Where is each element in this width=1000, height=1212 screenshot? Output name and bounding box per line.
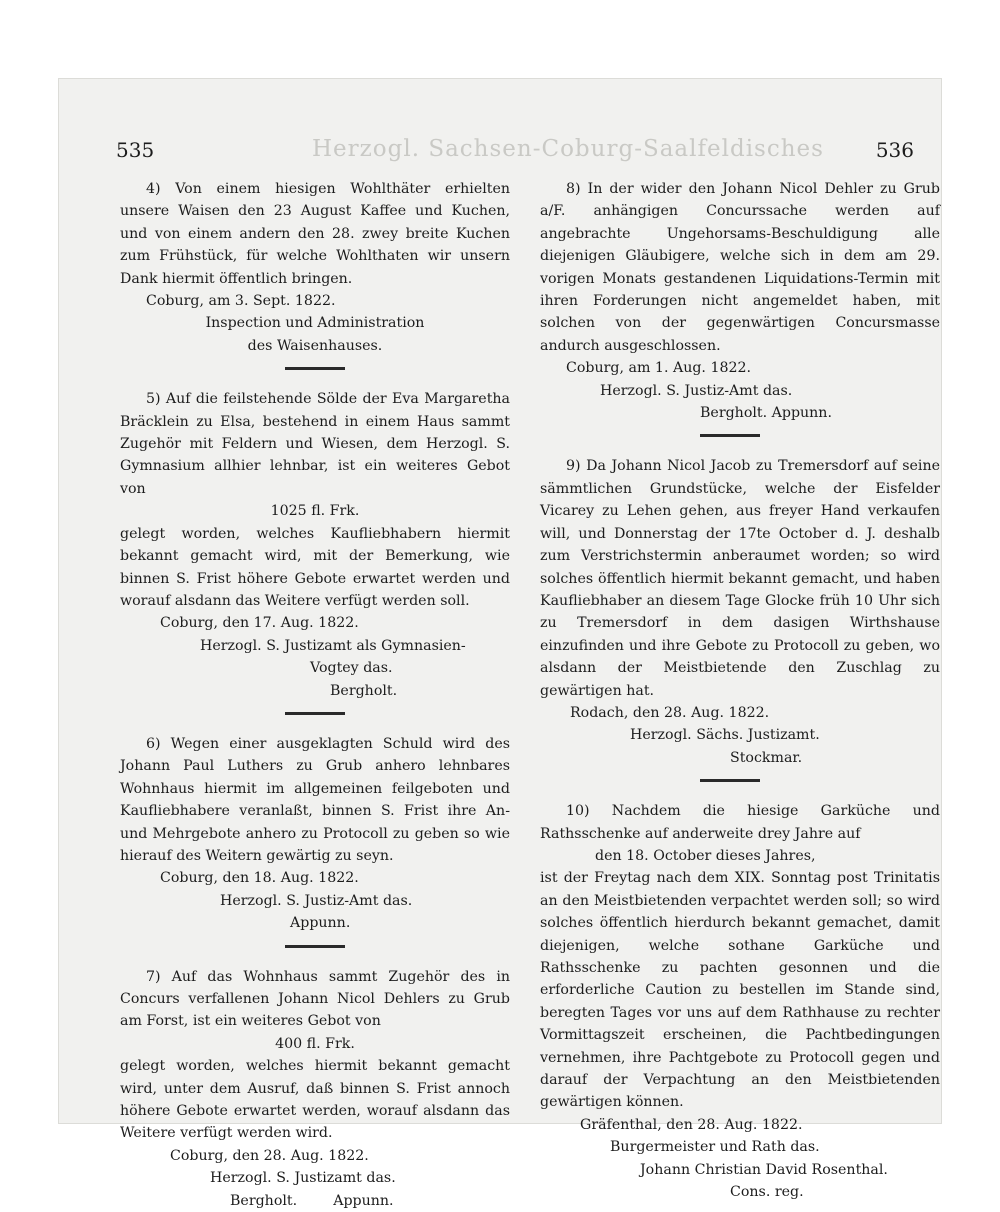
notice-4: [120, 178, 510, 357]
notice-place-date: Coburg, den 17. Aug. 1822.: [160, 615, 359, 632]
notice-date-line: den 18. October dieses Jahres,: [595, 847, 816, 864]
notice-5: [120, 388, 510, 702]
notice-signature: Stockmar.: [730, 749, 803, 766]
notice-place-date: Rodach, den 28. Aug. 1822.: [570, 704, 770, 721]
notice-signature: Herzogl. S. Justiz-Amt das.: [220, 892, 413, 909]
notice-place-date: Coburg, den 28. Aug. 1822.: [170, 1147, 369, 1164]
notice-9: [540, 455, 940, 769]
page-number-right: 536: [875, 138, 914, 162]
notice-body: 7) Auf das Wohnhaus sammt Zugehör des in Concurs verfallenen Johann Nicol Dehlers zu Grub am Forst, ist ein weiteres Gebot von: [120, 968, 510, 1030]
notice-body-continued: gelegt worden, welches hiermit bekannt gemacht wird, unter dem Ausruf, daß binnen S. Frist annoch höhere Gebote erwartet werden, worauf alsdann das Weitere verfügt werden wird.: [120, 1058, 510, 1142]
document-page: [58, 78, 942, 1209]
divider-rule: [285, 367, 345, 370]
notice-signature: Appunn.: [290, 915, 351, 932]
notice-place-date: Coburg, am 1. Aug. 1822.: [566, 360, 752, 377]
divider-rule: [285, 712, 345, 715]
notice-7: [120, 966, 510, 1212]
notice-6: [120, 733, 510, 935]
notice-place-date: Coburg, am 3. Sept. 1822.: [146, 293, 336, 310]
notice-body-continued: ist der Freytag nach dem XIX. Sonntag post Trinitatis an den Meistbietenden verpachtet werden soll; so wird solches öffentlich hierdurch bekannt gemachet, damit diejenigen, welche sothane Garküche und Rathsschenke zu pachten gesonnen und die erforderliche Caution zu bestellen im Stande sind, beregten Tages vor uns auf dem Rathhause zu rechter Vormittagszeit erscheinen, die Pachtbedingungen vernehmen, ihre Pachtgebote zu Protocoll gegen und darauf der Verpachtung an den Meistbietenden gewärtigen können.: [540, 870, 940, 1111]
notice-signature: Cons. reg.: [730, 1184, 804, 1201]
divider-rule: [700, 434, 760, 437]
notice-signature: Herzogl. S. Justizamt das.: [210, 1170, 396, 1187]
notice-8: [540, 178, 940, 424]
notice-signature: Herzogl. S. Justiz-Amt das.: [600, 382, 793, 399]
notice-signature: Inspection und Administration: [205, 315, 425, 332]
notice-body: 4) Von einem hiesigen Wohlthäter erhielten unsere Waisen den 23 August Kaffee und Kuchen, und von einem andern den 28. zwey breite Kuchen zum Frühstück, für welche Wohlthaten wir unsern Dank hiermit öffentlich bringen.: [120, 181, 510, 287]
notice-10: [540, 800, 940, 1203]
notice-body-continued: gelegt worden, welches Kaufliebhabern hiermit bekannt gemacht wird, mit der Bemerkung, wie binnen S. Frist höhere Gebote erwartet werden und worauf alsdann das Weitere verfügt werden soll.: [120, 525, 510, 609]
left-column: [120, 178, 510, 1212]
notice-body: 6) Wegen einer ausgeklagten Schuld wird des Johann Paul Luthers zu Grub anhero lehnbares Wohnhaus hiermit im allgemeinen feilgeboten und Kaufliebhabere veranlaßt, binnen S. Frist ihre An- und Mehrgebote anhero zu Protocoll zu geben so wie hierauf des Weitern gewärtig zu seyn.: [120, 735, 510, 864]
notice-place-date: Gräfenthal, den 28. Aug. 1822.: [580, 1116, 803, 1133]
notice-signature: Bergholt. Appunn.: [230, 1192, 394, 1209]
notice-signature: Burgermeister und Rath das.: [610, 1139, 820, 1156]
notice-place-date: Coburg, den 18. Aug. 1822.: [160, 870, 359, 887]
notice-signature: Herzogl. S. Justizamt als Gymnasien-: [200, 637, 466, 654]
page-number-left: 535: [116, 138, 155, 162]
notice-signature: Vogtey das.: [310, 660, 393, 677]
notice-signature: Bergholt.: [330, 682, 398, 699]
notice-body: 9) Da Johann Nicol Jacob zu Tremersdorf auf seine sämmtlichen Grundstücke, welche der Eisfelder Vicarey zu Lehen gehen, aus freyer Hand verkaufen will, und Donnerstag der 17te October d. J. deshalb zum Verstrichstermin anberaumet worden; so wird solches öffentlich hiermit bekannt gemacht, und haben Kaufliebhaber an diesem Tage Glocke früh 10 Uhr sich zu Tremersdorf in dem dasigen Wirthshause einzufinden und ihre Gebote zu Protocoll zu geben, wo alsdann der Meistbietende den Zuschlag zu gewärtigen hat.: [540, 458, 940, 699]
notice-signature: Bergholt. Appunn.: [700, 405, 832, 422]
right-column: [540, 178, 940, 1203]
divider-rule: [700, 779, 760, 782]
notice-body: 8) In der wider den Johann Nicol Dehler zu Grub a/F. anhängigen Concurssache werden auf angebrachte Ungehorsams-Beschuldigung alle diejenigen Gläubigere, welche sich in dem am 29. vorigen Monats gestandenen Liquidations-Termin mit ihren Forderungen nicht angemeldet haben, mit solchen von der gegenwärtigen Concursmasse andurch ausgeschlossen.: [540, 181, 940, 354]
running-header-bleedthrough: Herzogl. Sachsen-Coburg-Saalfeldisches: [312, 136, 824, 162]
notice-signature: des Waisenhauses.: [247, 337, 383, 354]
notice-amount: 1025 fl. Frk.: [270, 503, 360, 520]
notice-body: 10) Nachdem die hiesige Garküche und Rathsschenke auf anderweite drey Jahre auf: [540, 803, 940, 842]
notice-body: 5) Auf die feilstehende Sölde der Eva Margaretha Bräcklein zu Elsa, bestehend in einem Haus sammt Zugehör mit Feldern und Wiesen, dem Herzogl. S. Gymnasium allhier lehnbar, ist ein weiteres Gebot von: [120, 391, 510, 497]
divider-rule: [285, 945, 345, 948]
notice-amount: 400 fl. Frk.: [275, 1035, 355, 1052]
notice-signature: Johann Christian David Rosenthal.: [640, 1161, 888, 1178]
notice-signature: Herzogl. Sächs. Justizamt.: [630, 727, 820, 744]
